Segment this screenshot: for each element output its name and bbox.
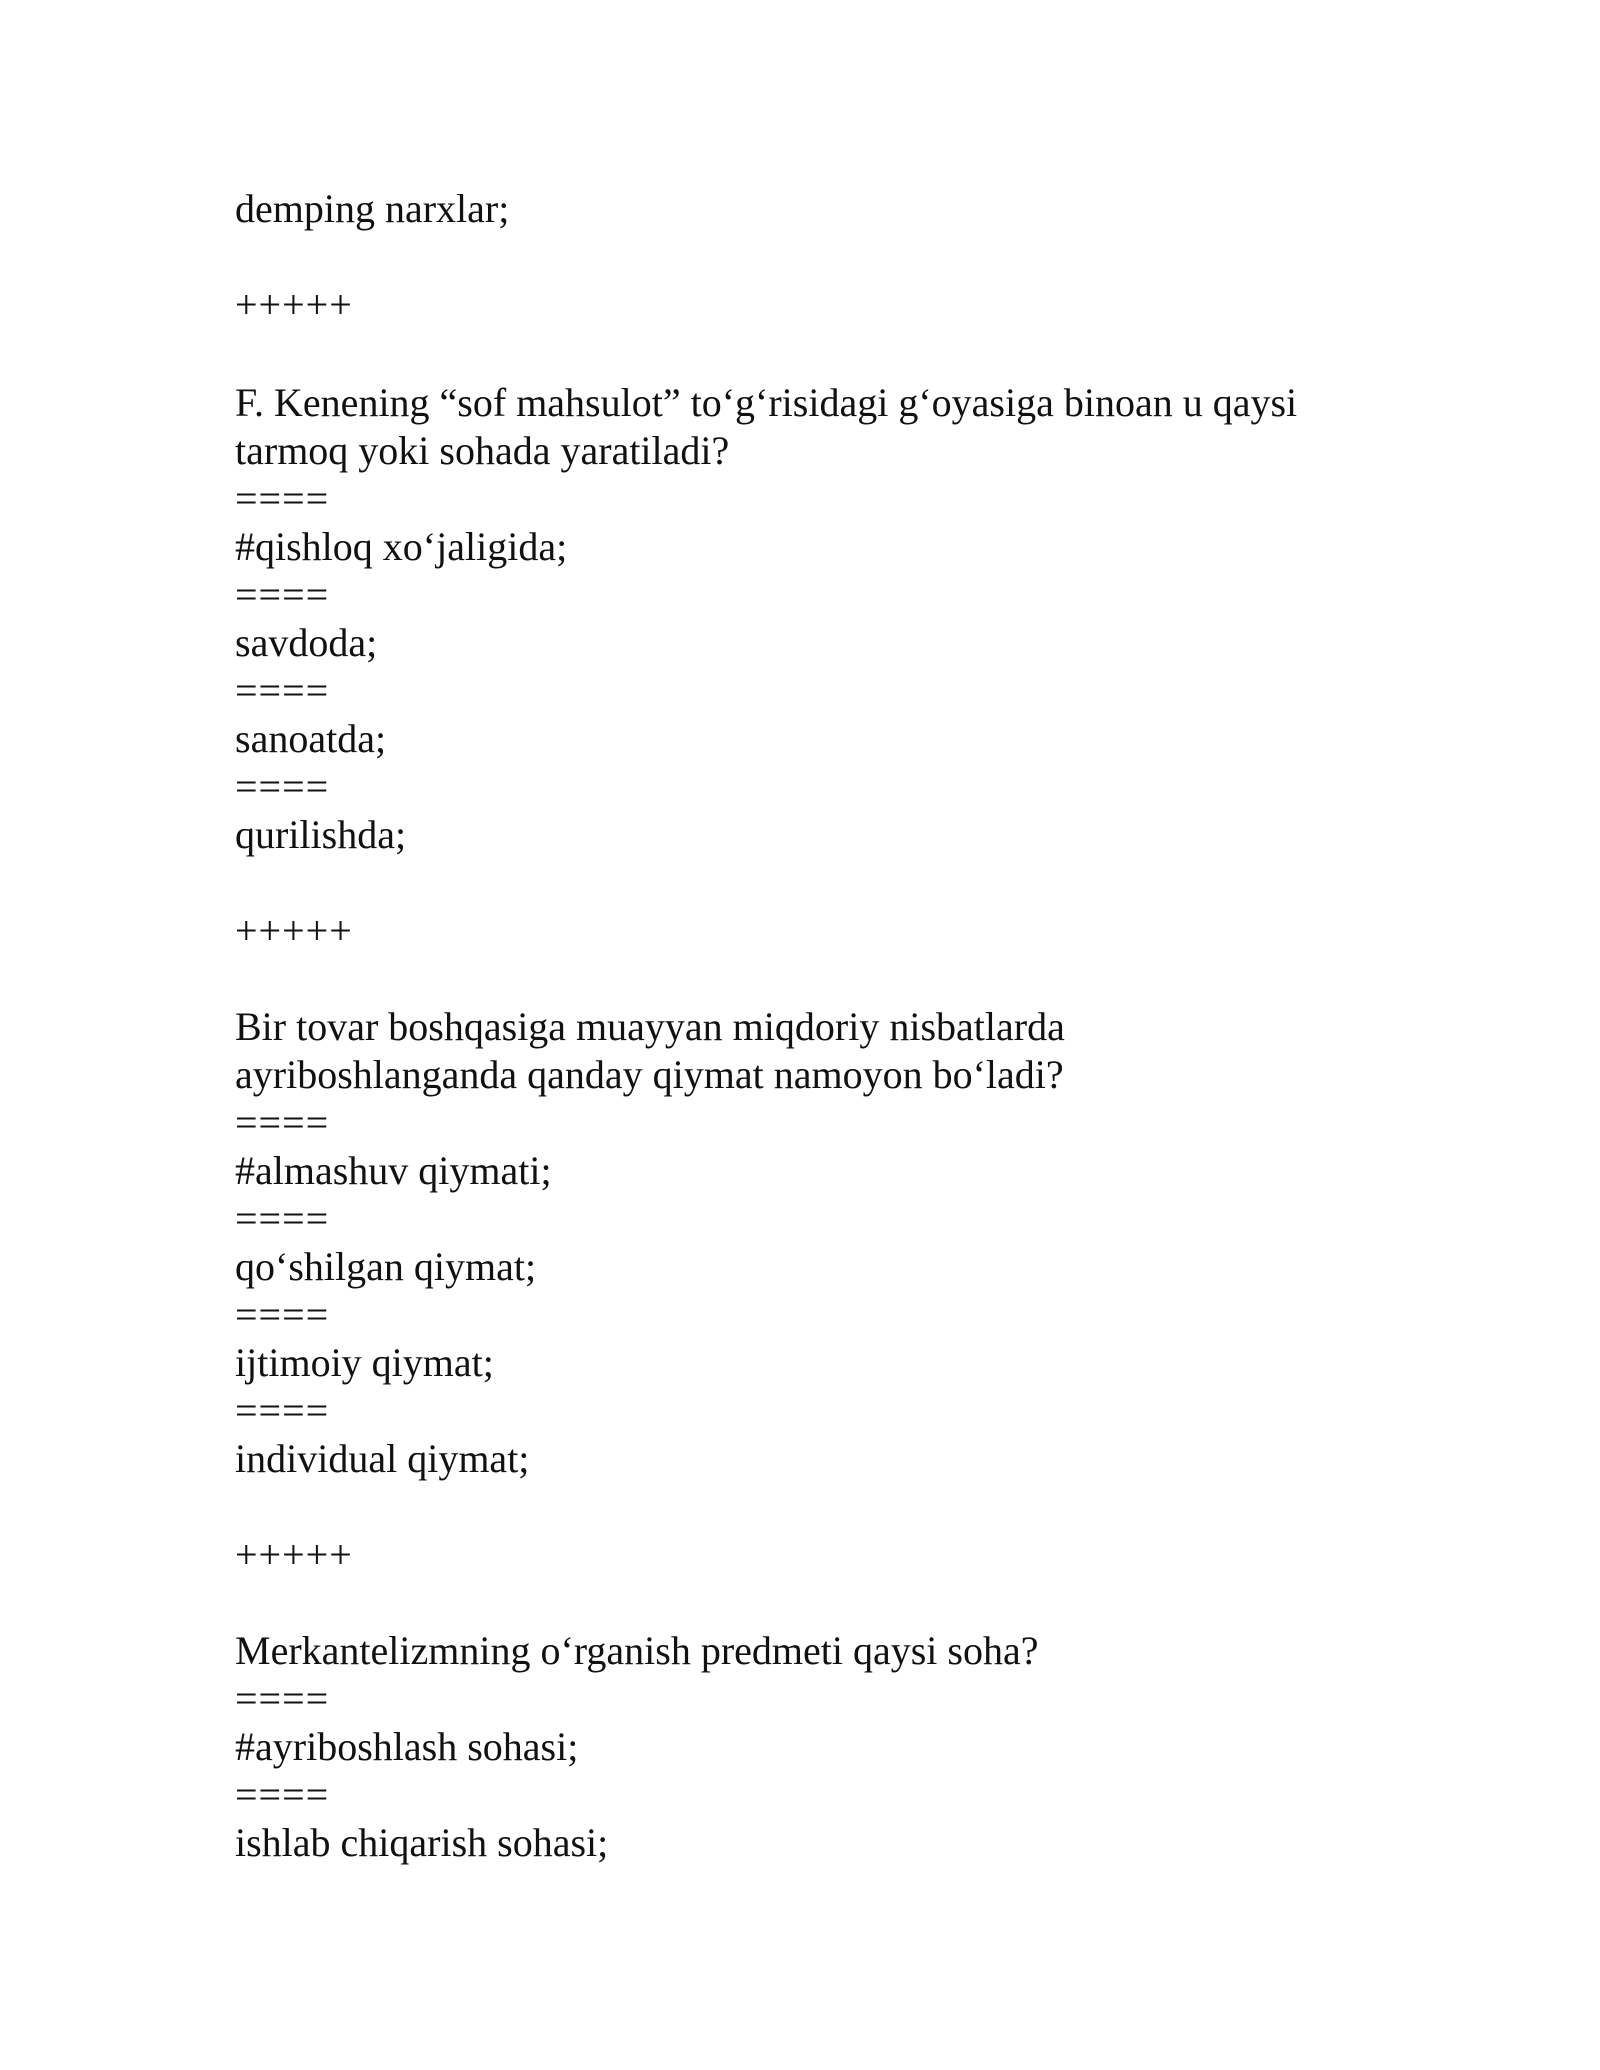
question-separator: +++++	[235, 908, 353, 953]
answer-option: savdoda;	[235, 620, 378, 665]
answer-option: qo‘shilgan qiymat;	[235, 1244, 537, 1289]
question-text: F. Kenening “sof mahsulot” to‘g‘risidagi g‘oyasiga binoan u qaysi tarmoq yoki sohada yaratiladi?	[235, 380, 1298, 473]
option-marker: ====	[235, 764, 330, 809]
option-marker: ====	[235, 668, 330, 713]
answer-option: ijtimoiy qiymat;	[235, 1340, 494, 1385]
option-marker: ====	[235, 1196, 330, 1241]
answer-option: #qishloq xo‘jaligida;	[235, 524, 568, 569]
option-marker: ====	[235, 1100, 330, 1145]
option-marker: ====	[235, 572, 330, 617]
answer-option: individual qiymat;	[235, 1436, 530, 1481]
document-content	[235, 185, 1395, 1867]
answer-option: demping narxlar;	[235, 186, 510, 231]
option-marker: ====	[235, 476, 330, 521]
option-marker: ====	[235, 1772, 330, 1817]
question-separator: +++++	[235, 282, 353, 327]
answer-option: ishlab chiqarish sohasi;	[235, 1820, 609, 1865]
question-separator: +++++	[235, 1532, 353, 1577]
option-marker: ====	[235, 1676, 330, 1721]
answer-option: qurilishda;	[235, 812, 407, 857]
question-text: Bir tovar boshqasiga muayyan miqdoriy nisbatlarda ayriboshlanganda qanday qiymat namoyon bo‘ladi?	[235, 1004, 1065, 1097]
answer-option: #almashuv qiymati;	[235, 1148, 552, 1193]
option-marker: ====	[235, 1292, 330, 1337]
question-text: Merkantelizmning o‘rganish predmeti qaysi soha?	[235, 1628, 1039, 1673]
answer-option: #ayriboshlash sohasi;	[235, 1724, 579, 1769]
answer-option: sanoatda;	[235, 716, 387, 761]
option-marker: ====	[235, 1388, 330, 1433]
